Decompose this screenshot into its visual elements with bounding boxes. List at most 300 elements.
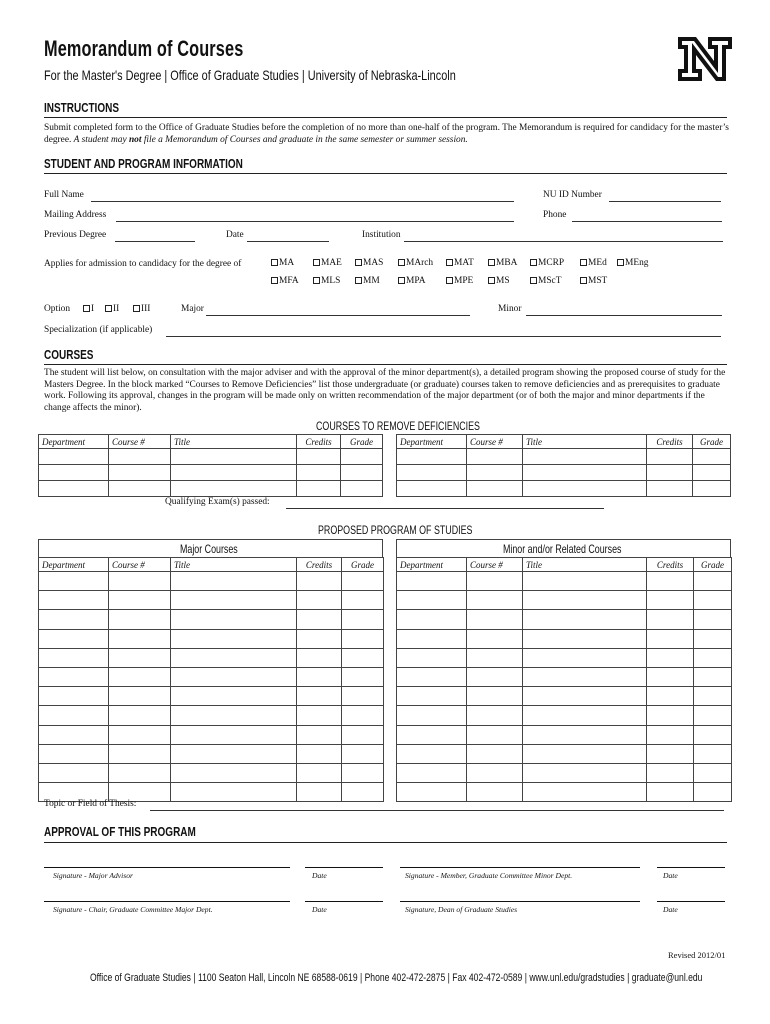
dean-signature-label: Signature, Dean of Graduate Studies: [405, 905, 518, 914]
column-header: Grade: [342, 558, 384, 572]
table-cell[interactable]: [467, 763, 523, 782]
table-cell[interactable]: [297, 667, 342, 686]
checkbox[interactable]: [580, 277, 587, 284]
dean-signature-line[interactable]: [400, 901, 640, 902]
table-cell[interactable]: [397, 667, 467, 686]
table-row: [397, 629, 732, 648]
table-cell[interactable]: [342, 591, 384, 610]
table-cell[interactable]: [39, 763, 109, 782]
table-cell[interactable]: [342, 763, 384, 782]
table-cell[interactable]: [342, 572, 384, 591]
mailing-address-label: Mailing Address: [44, 210, 107, 220]
specialization-field[interactable]: [166, 336, 721, 337]
table-cell[interactable]: [109, 572, 171, 591]
table-cell[interactable]: [171, 667, 297, 686]
degree-option[interactable]: [617, 258, 648, 268]
table-cell[interactable]: [297, 610, 342, 629]
minor-courses-title: Minor and/or Related Courses: [503, 542, 622, 556]
column-header: Department: [397, 558, 467, 572]
checkbox[interactable]: [83, 305, 90, 312]
table-cell[interactable]: [171, 687, 297, 706]
major-field[interactable]: [206, 315, 470, 316]
table-cell[interactable]: [647, 572, 694, 591]
column-header: Title: [523, 558, 647, 572]
degree-option-label: MA: [279, 258, 295, 268]
checkbox[interactable]: [530, 259, 537, 266]
table-cell[interactable]: [647, 725, 694, 744]
thesis-label: Topic or Field of Thesis:: [44, 799, 137, 809]
table-cell[interactable]: [297, 744, 342, 763]
column-header: Credits: [647, 435, 693, 449]
degree-option-label: MAS: [363, 258, 384, 268]
column-header: Course #: [467, 435, 523, 449]
degree-option[interactable]: [580, 258, 607, 268]
table-cell[interactable]: [647, 610, 694, 629]
full-name-field[interactable]: [91, 201, 514, 202]
checkbox[interactable]: [488, 277, 495, 284]
column-header: Course #: [467, 558, 523, 572]
table-header-row: [39, 435, 383, 449]
table-cell[interactable]: [694, 648, 732, 667]
qualifying-field[interactable]: [286, 508, 604, 509]
table-cell[interactable]: [467, 687, 523, 706]
major-advisor-signature-line[interactable]: [44, 867, 290, 868]
table-cell[interactable]: [647, 687, 694, 706]
chair-signature-line[interactable]: [44, 901, 290, 902]
table-cell[interactable]: [39, 648, 109, 667]
table-cell[interactable]: [523, 783, 647, 802]
table-cell[interactable]: [397, 591, 467, 610]
table-cell[interactable]: [523, 687, 647, 706]
table-cell[interactable]: [647, 744, 694, 763]
table-cell[interactable]: [109, 763, 171, 782]
mailing-address-field[interactable]: [116, 221, 514, 222]
table-cell[interactable]: [523, 725, 647, 744]
table-cell[interactable]: [109, 744, 171, 763]
column-header: Grade: [694, 558, 732, 572]
date-field[interactable]: [247, 241, 329, 242]
checkbox[interactable]: [398, 259, 405, 266]
table-cell[interactable]: [523, 763, 647, 782]
table-cell[interactable]: [397, 706, 467, 725]
checkbox[interactable]: [580, 259, 587, 266]
checkbox[interactable]: [446, 259, 453, 266]
table-row: [397, 744, 732, 763]
checkbox[interactable]: [313, 277, 320, 284]
table-cell[interactable]: [171, 591, 297, 610]
table-cell[interactable]: [341, 449, 383, 465]
table-cell[interactable]: [397, 687, 467, 706]
table-cell[interactable]: [397, 481, 467, 497]
form-title: Memorandum of Courses: [44, 36, 244, 61]
degree-option-label: MPA: [406, 276, 426, 286]
table-cell[interactable]: [342, 667, 384, 686]
degree-option[interactable]: [398, 258, 433, 268]
table-cell[interactable]: [467, 591, 523, 610]
table-cell[interactable]: [297, 706, 342, 725]
table-cell[interactable]: [109, 481, 171, 497]
degree-option[interactable]: [580, 276, 607, 286]
minor-member-date-label: Date: [663, 871, 678, 880]
table-row: [39, 629, 384, 648]
table-row: [39, 591, 384, 610]
table-row: [39, 465, 383, 481]
table-cell[interactable]: [693, 449, 731, 465]
table-cell[interactable]: [647, 763, 694, 782]
table-cell[interactable]: [171, 725, 297, 744]
phone-label: Phone: [543, 210, 567, 220]
deficiencies-table-left: [38, 434, 383, 497]
table-cell[interactable]: [171, 610, 297, 629]
table-row: [397, 687, 732, 706]
table-cell[interactable]: [647, 465, 693, 481]
table-cell[interactable]: [694, 572, 732, 591]
option-choice[interactable]: [83, 304, 94, 314]
table-cell[interactable]: [467, 783, 523, 802]
table-row: [39, 763, 384, 782]
table-cell[interactable]: [342, 629, 384, 648]
minor-member-signature-line[interactable]: [400, 867, 640, 868]
table-cell[interactable]: [109, 725, 171, 744]
degree-option-label: MLS: [321, 276, 341, 286]
table-cell[interactable]: [171, 481, 297, 497]
degree-option[interactable]: [355, 258, 383, 268]
degree-option[interactable]: [488, 276, 510, 286]
table-cell[interactable]: [39, 629, 109, 648]
table-cell[interactable]: [467, 465, 523, 481]
table-cell[interactable]: [171, 572, 297, 591]
approval-rule: [44, 842, 727, 843]
approval-heading: APPROVAL OF THIS PROGRAM: [44, 825, 196, 839]
major-courses-table: [38, 557, 384, 802]
table-cell[interactable]: [297, 725, 342, 744]
unl-n-logo-icon: [676, 35, 734, 83]
table-cell[interactable]: [297, 648, 342, 667]
table-row: [39, 648, 384, 667]
table-cell[interactable]: [467, 449, 523, 465]
table-cell[interactable]: [171, 763, 297, 782]
table-cell[interactable]: [397, 465, 467, 481]
table-cell[interactable]: [297, 763, 342, 782]
major-label: Major: [181, 304, 204, 314]
student-heading: STUDENT AND PROGRAM INFORMATION: [44, 157, 243, 171]
degree-option[interactable]: [271, 276, 299, 286]
table-cell[interactable]: [39, 687, 109, 706]
table-cell[interactable]: [297, 783, 342, 802]
option-label: Option: [44, 304, 71, 314]
checkbox[interactable]: [446, 277, 453, 284]
table-cell[interactable]: [523, 591, 647, 610]
table-cell[interactable]: [523, 572, 647, 591]
degree-option-label: II: [113, 304, 120, 314]
table-cell[interactable]: [467, 572, 523, 591]
instructions-text: [44, 123, 729, 146]
checkbox[interactable]: [105, 305, 112, 312]
table-cell[interactable]: [109, 449, 171, 465]
table-cell[interactable]: [39, 591, 109, 610]
table-cell[interactable]: [297, 591, 342, 610]
revised-date: Revised 2012/01: [668, 950, 726, 960]
table-cell[interactable]: [523, 629, 647, 648]
table-cell[interactable]: [171, 648, 297, 667]
degree-option[interactable]: [488, 258, 517, 268]
degree-option[interactable]: [446, 276, 473, 286]
table-cell[interactable]: [297, 687, 342, 706]
column-header: Department: [39, 435, 109, 449]
institution-field[interactable]: [404, 241, 723, 242]
table-cell[interactable]: [467, 610, 523, 629]
table-cell[interactable]: [647, 449, 693, 465]
degree-option-label: MArch: [406, 258, 434, 268]
table-cell[interactable]: [109, 591, 171, 610]
proposed-title: PROPOSED PROGRAM OF STUDIES: [318, 523, 473, 537]
table-cell[interactable]: [694, 610, 732, 629]
table-cell[interactable]: [341, 481, 383, 497]
degree-option-label: I: [91, 304, 95, 314]
degree-option-label: MST: [588, 276, 608, 286]
checkbox[interactable]: [617, 259, 624, 266]
table-cell[interactable]: [647, 629, 694, 648]
degree-option-label: MS: [496, 276, 510, 286]
table-cell[interactable]: [39, 725, 109, 744]
table-cell[interactable]: [467, 725, 523, 744]
table-cell[interactable]: [523, 465, 647, 481]
option-choice[interactable]: [133, 304, 150, 314]
table-cell[interactable]: [694, 629, 732, 648]
table-cell[interactable]: [523, 706, 647, 725]
table-cell[interactable]: [109, 629, 171, 648]
table-row: [39, 725, 384, 744]
table-row: [397, 783, 732, 802]
table-cell[interactable]: [342, 744, 384, 763]
minor-member-date-line[interactable]: [657, 867, 725, 868]
table-row: [39, 481, 383, 497]
table-cell[interactable]: [109, 648, 171, 667]
student-rule: [44, 173, 727, 174]
table-cell[interactable]: [39, 481, 109, 497]
instructions-heading: INSTRUCTIONS: [44, 101, 119, 115]
table-cell[interactable]: [523, 744, 647, 763]
courses-text: The student will list below, on consultation with the major adviser and with the approval of the minor department(s), a detailed program showing the proposed course of study for the Masters Degree. In the block marked “Courses to Remove Deficiencies” list those undergraduate (or graduate) courses taken to remove deficiencies and as prerequisites to graduate work. Following its approval, changes in the program will be made only on written recommendation of the major department (or of both the major and minor departments if the change affects the minor).: [44, 368, 726, 413]
degree-option[interactable]: [530, 276, 561, 286]
major-advisor-date-line[interactable]: [305, 867, 383, 868]
table-cell[interactable]: [171, 629, 297, 648]
table-cell[interactable]: [109, 706, 171, 725]
form-subtitle: For the Master's Degree | Office of Graduate Studies | University of Nebraska-Lincoln: [44, 67, 456, 83]
degree-option[interactable]: [355, 276, 380, 286]
table-cell[interactable]: [297, 629, 342, 648]
table-cell[interactable]: [694, 744, 732, 763]
checkbox[interactable]: [398, 277, 405, 284]
instructions-rule: [44, 117, 727, 118]
table-cell[interactable]: [694, 725, 732, 744]
table-cell[interactable]: [397, 610, 467, 629]
table-cell[interactable]: [647, 706, 694, 725]
degree-option[interactable]: [446, 258, 474, 268]
instructions-note-post: file a Memorandum of Courses and graduate in the same semester or summer session.: [141, 134, 468, 145]
table-cell[interactable]: [467, 667, 523, 686]
table-row: [39, 667, 384, 686]
degree-option-label: MCRP: [538, 258, 565, 268]
table-cell[interactable]: [171, 706, 297, 725]
checkbox[interactable]: [530, 277, 537, 284]
table-cell[interactable]: [694, 706, 732, 725]
table-row: [39, 706, 384, 725]
table-cell[interactable]: [171, 465, 297, 481]
table-cell[interactable]: [523, 648, 647, 667]
table-cell[interactable]: [467, 648, 523, 667]
table-row: [397, 648, 732, 667]
table-cell[interactable]: [694, 687, 732, 706]
table-cell[interactable]: [341, 465, 383, 481]
table-cell[interactable]: [39, 706, 109, 725]
instructions-main: Submit completed form to the Office of Graduate Studies before the completion of no more than one-half of the program. The Memorandum is required for candidacy for the master’s degree.: [44, 123, 729, 145]
table-cell[interactable]: [397, 783, 467, 802]
table-row: [39, 610, 384, 629]
table-row: [39, 572, 384, 591]
degree-option-label: MAT: [454, 258, 474, 268]
checkbox[interactable]: [355, 259, 362, 266]
table-cell[interactable]: [694, 591, 732, 610]
full-name-label: Full Name: [44, 190, 84, 200]
checkbox[interactable]: [313, 259, 320, 266]
degree-option[interactable]: [313, 276, 340, 286]
checkbox[interactable]: [271, 277, 278, 284]
column-header: Title: [171, 435, 297, 449]
page-footer: Office of Graduate Studies | 1100 Seaton Hall, Lincoln NE 68588-0619 | Phone 402-472-2875 | Fax 402-472-0589 | www.unl.edu/gradstudies | graduate@unl.edu: [90, 972, 703, 984]
option-choice[interactable]: [105, 304, 119, 314]
table-cell[interactable]: [397, 744, 467, 763]
dean-date-label: Date: [663, 905, 678, 914]
checkbox[interactable]: [488, 259, 495, 266]
major-advisor-date-label: Date: [312, 871, 327, 880]
table-cell[interactable]: [342, 725, 384, 744]
major-courses-title: Major Courses: [180, 542, 238, 556]
table-row: [397, 449, 731, 465]
table-cell[interactable]: [647, 591, 694, 610]
table-cell[interactable]: [523, 449, 647, 465]
table-cell[interactable]: [297, 465, 341, 481]
nu-id-field[interactable]: [609, 201, 721, 202]
table-cell[interactable]: [397, 449, 467, 465]
table-cell[interactable]: [467, 706, 523, 725]
instructions-note-not: not: [128, 134, 142, 145]
table-cell[interactable]: [39, 744, 109, 763]
table-cell[interactable]: [39, 465, 109, 481]
table-cell[interactable]: [171, 783, 297, 802]
table-cell[interactable]: [467, 629, 523, 648]
table-cell[interactable]: [39, 610, 109, 629]
qualifying-label: Qualifying Exam(s) passed:: [165, 497, 270, 507]
table-cell[interactable]: [694, 667, 732, 686]
table-cell[interactable]: [647, 648, 694, 667]
thesis-field[interactable]: [150, 810, 724, 811]
phone-field[interactable]: [572, 221, 722, 222]
table-row: [397, 763, 732, 782]
degree-option[interactable]: [271, 258, 294, 268]
table-cell[interactable]: [342, 687, 384, 706]
specialization-label: Specialization (if applicable): [44, 325, 153, 335]
table-cell[interactable]: [342, 706, 384, 725]
table-cell[interactable]: [647, 783, 694, 802]
table-cell[interactable]: [397, 572, 467, 591]
table-cell[interactable]: [694, 783, 732, 802]
minor-member-signature-label: Signature - Member, Graduate Committee Minor Dept.: [405, 871, 573, 880]
courses-heading: COURSES: [44, 348, 94, 362]
chair-date-line[interactable]: [305, 901, 383, 902]
table-header-row: [397, 558, 732, 572]
table-cell[interactable]: [39, 572, 109, 591]
table-cell[interactable]: [693, 481, 731, 497]
nu-id-label: NU ID Number: [543, 190, 602, 200]
table-cell[interactable]: [171, 744, 297, 763]
deficiencies-table-right: [396, 434, 731, 497]
table-cell[interactable]: [647, 667, 694, 686]
previous-degree-field[interactable]: [115, 241, 195, 242]
chair-signature-label: Signature - Chair, Graduate Committee Major Dept.: [53, 905, 213, 914]
table-cell[interactable]: [297, 449, 341, 465]
table-cell[interactable]: [467, 481, 523, 497]
table-cell[interactable]: [297, 481, 341, 497]
degree-option-label: MBA: [496, 258, 518, 268]
table-cell[interactable]: [342, 783, 384, 802]
previous-degree-label: Previous Degree: [44, 230, 107, 240]
table-cell[interactable]: [109, 610, 171, 629]
table-row: [397, 572, 732, 591]
table-row: [397, 706, 732, 725]
table-cell[interactable]: [523, 610, 647, 629]
checkbox[interactable]: [133, 305, 140, 312]
checkbox[interactable]: [355, 277, 362, 284]
table-cell[interactable]: [171, 449, 297, 465]
table-row: [39, 449, 383, 465]
table-cell[interactable]: [523, 667, 647, 686]
table-cell[interactable]: [523, 481, 647, 497]
table-cell[interactable]: [39, 667, 109, 686]
table-cell[interactable]: [109, 687, 171, 706]
dean-date-line[interactable]: [657, 901, 725, 902]
table-cell[interactable]: [397, 648, 467, 667]
table-cell[interactable]: [109, 465, 171, 481]
table-cell[interactable]: [109, 667, 171, 686]
degree-option-label: MScT: [538, 276, 562, 286]
table-cell[interactable]: [693, 465, 731, 481]
table-cell[interactable]: [397, 725, 467, 744]
column-header: Credits: [297, 558, 342, 572]
column-header: Grade: [693, 435, 731, 449]
courses-rule: [44, 364, 727, 365]
table-cell[interactable]: [297, 572, 342, 591]
table-cell[interactable]: [647, 481, 693, 497]
table-cell[interactable]: [694, 763, 732, 782]
instructions-note-pre: A student may: [73, 134, 129, 145]
minor-courses-table: [396, 557, 732, 802]
checkbox[interactable]: [271, 259, 278, 266]
table-cell[interactable]: [397, 629, 467, 648]
degree-option[interactable]: [398, 276, 425, 286]
table-cell[interactable]: [467, 744, 523, 763]
table-row: [397, 481, 731, 497]
table-header-row: [39, 558, 384, 572]
degree-option[interactable]: [313, 258, 342, 268]
table-cell[interactable]: [342, 648, 384, 667]
table-cell[interactable]: [342, 610, 384, 629]
degree-option-label: MM: [363, 276, 380, 286]
table-cell[interactable]: [397, 763, 467, 782]
table-cell[interactable]: [39, 449, 109, 465]
degree-option[interactable]: [530, 258, 564, 268]
minor-field[interactable]: [526, 315, 722, 316]
